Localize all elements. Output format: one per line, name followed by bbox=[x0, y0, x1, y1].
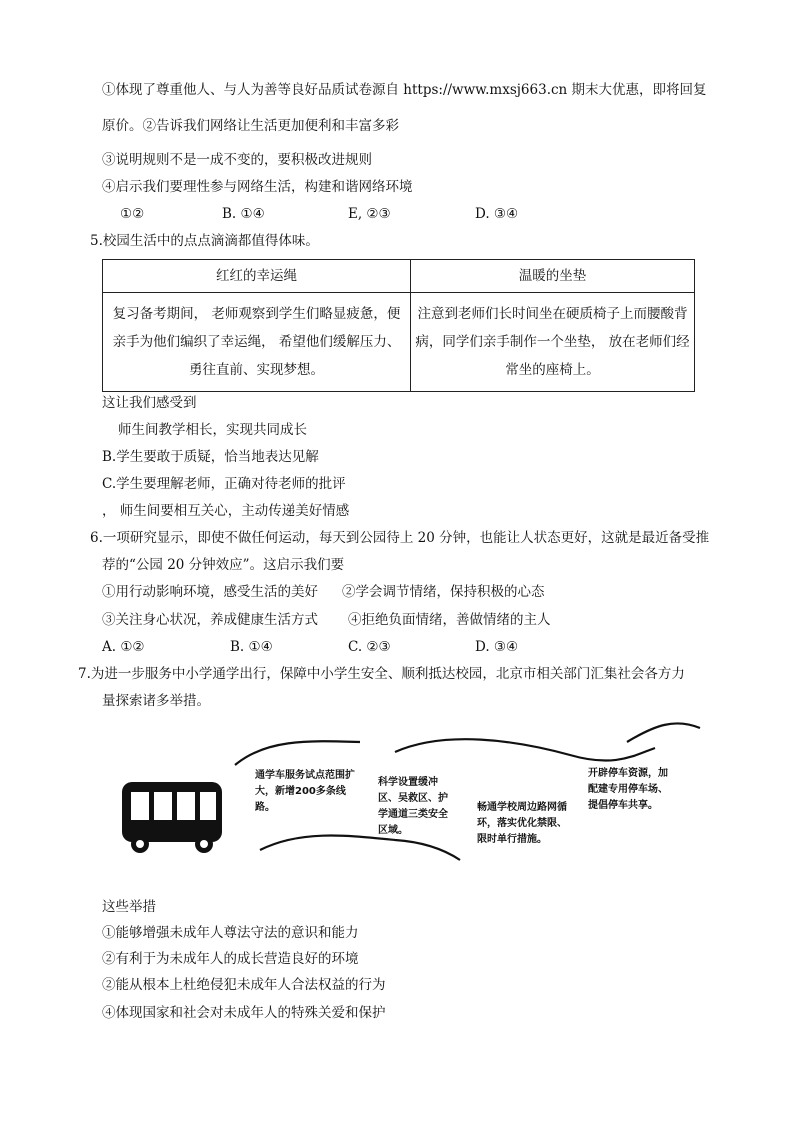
q7-item3: ②能从根本上杜绝侵犯未成年人合法权益的行为 bbox=[102, 977, 386, 993]
q6-option-c: C. ②③ bbox=[348, 639, 391, 655]
q4-option-b: B. ①④ bbox=[222, 206, 265, 222]
q5-table-cell-2: 注意到老师们长时间坐在硬质椅子上而腰酸背病，同学们亲手制作一个坐垫， 放在老师们经常坐的座椅上。 bbox=[411, 293, 695, 392]
q7-item4: ④体现国家和社会对未成年人的特殊关爱和保护 bbox=[102, 1005, 386, 1021]
q4-item1-line2: 原价。②告诉我们网络让生活更加便利和丰富多彩 bbox=[102, 118, 399, 134]
q6-stem-line1: 6.一项研究显示，即使不做任何运动，每天到公园待上 20 分钟，也能让人状态更好，这就是最近备受推 bbox=[90, 530, 710, 546]
figure-note-1: 通学车服务试点范围扩大，新增200多条线路。 bbox=[255, 770, 355, 813]
q6-item1: ①用行动影响环境，感受生活的美好 bbox=[102, 584, 318, 600]
q6-stem-line2: 荐的“公园 20 分钟效应”。这启示我们要 bbox=[102, 557, 345, 573]
q7-item2: ②有利于为未成年人的成长营造良好的环境 bbox=[102, 951, 359, 967]
wavy-line-top bbox=[235, 741, 360, 765]
q7-stem-line1: 7.为进一步服务中小学通学出行，保障中小学生安全、顺利抵达校园，北京市相关部门汇集社会各方力 bbox=[78, 666, 685, 682]
q4-option-c: E, ②③ bbox=[348, 206, 391, 222]
q5-table bbox=[102, 259, 695, 392]
q6-item3: ③关注身心状况，养成健康生活方式 bbox=[102, 612, 318, 628]
wavy-line-bottom bbox=[260, 836, 460, 860]
q5-option-b: B.学生要敢于质疑，恰当地表达见解 bbox=[102, 449, 319, 465]
figure-note-3: 畅通学校周边路网循环，落实优化禁限、限时单行措施。 bbox=[477, 802, 567, 845]
q6-option-b: B. ①④ bbox=[230, 639, 273, 655]
q7-stem-line2: 量探索诸多举措。 bbox=[102, 693, 210, 709]
q5-table-cell-1: 复习备考期间， 老师观察到学生们略显疲惫，便亲手为他们编织了幸运绳， 希望他们缓解压力、勇往直前、实现梦想。 bbox=[103, 293, 411, 392]
q4-item4: ④启示我们要理性参与网络生活，构建和谐网络环境 bbox=[102, 179, 413, 195]
q6-option-a: A. ①② bbox=[102, 639, 145, 655]
q5-stem: 5.校园生活中的点点滴滴都值得体味。 bbox=[90, 233, 319, 249]
q5-option-c: C.学生要理解老师，正确对待老师的批评 bbox=[102, 476, 346, 492]
q5-option-d: ， 师生间要相互关心，主动传递美好情感 bbox=[102, 503, 350, 519]
wavy-line-middle bbox=[395, 739, 655, 760]
q6-item2: ②学会调节情绪，保持积极的心态 bbox=[342, 584, 545, 600]
q6-item4: ④拒绝负面情绪，善做情绪的主人 bbox=[348, 612, 551, 628]
wavy-line-right bbox=[627, 723, 700, 742]
q4-item3: ③说明规则不是一成不变的，要积极改进规则 bbox=[102, 152, 372, 168]
q5-table-header-1: 红红的幸运绳 bbox=[103, 260, 411, 293]
q4-option-d: D. ③④ bbox=[475, 206, 519, 222]
q5-option-a: 师生间教学相长，实现共同成长 bbox=[118, 422, 307, 438]
q7-prompt: 这些举措 bbox=[102, 899, 156, 915]
q6-option-d: D. ③④ bbox=[475, 639, 519, 655]
q4-item1-line1: ①体现了尊重他人、与人为善等良好品质试卷源自 https://www.mxsj663.cn 期末大优惠，即将回复 bbox=[102, 82, 707, 98]
figure-note-2: 科学设置缓冲区、吴救区、护学通道三类安全区域。 bbox=[378, 777, 448, 836]
q5-prompt: 这让我们感受到 bbox=[102, 395, 197, 411]
q5-table-header-2: 温暖的坐垫 bbox=[411, 260, 695, 293]
figure-note-4: 开辟停车资源，加配建专用停车场、提倡停车共享。 bbox=[588, 768, 668, 811]
bus-icon bbox=[122, 782, 222, 853]
q4-option-a: ①② bbox=[120, 206, 145, 222]
q7-item1: ①能够增强未成年人尊法守法的意识和能力 bbox=[102, 925, 359, 941]
